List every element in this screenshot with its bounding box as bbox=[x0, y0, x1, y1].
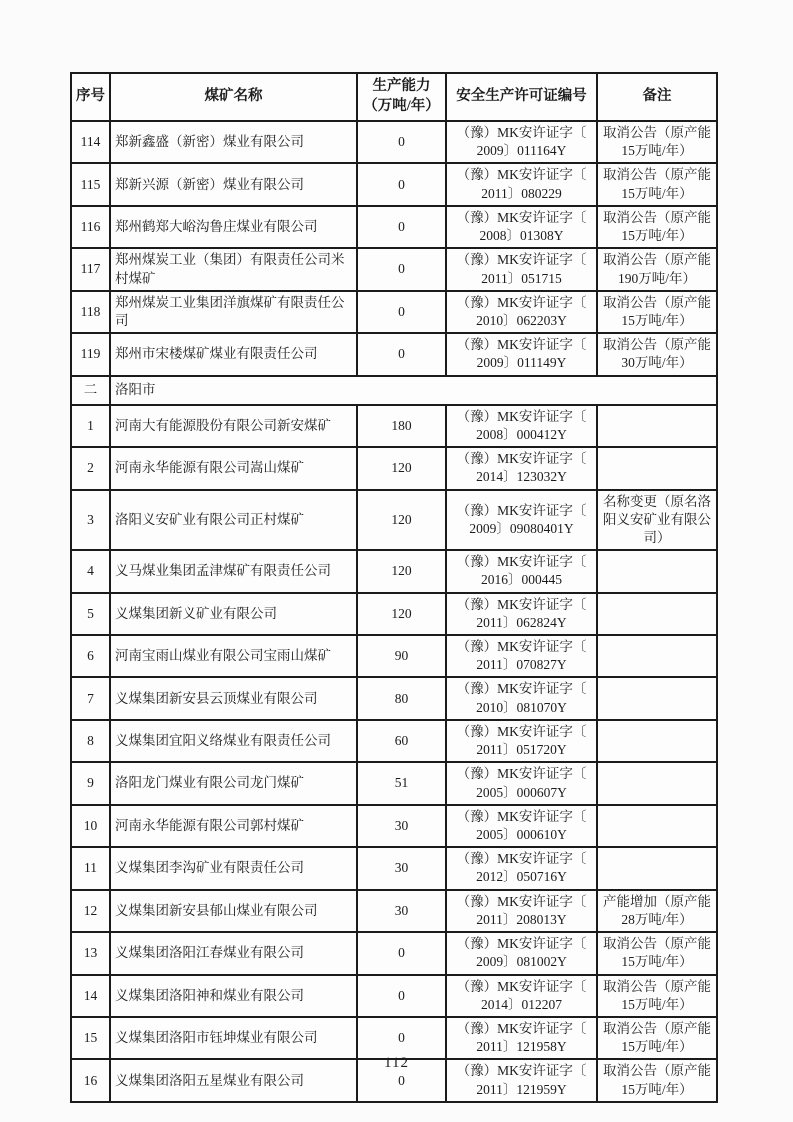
remark-text: 名称变更（原名洛阳义安矿业有限公司） bbox=[597, 490, 717, 551]
mine-name: 郑州煤炭工业（集团）有限责任公司米村煤矿 bbox=[110, 248, 357, 290]
capacity-value: 90 bbox=[357, 635, 446, 677]
license-number bbox=[446, 932, 597, 974]
row-index: 8 bbox=[71, 720, 110, 762]
license-line: （豫）MK安许证字〔 bbox=[456, 209, 587, 225]
remark-text: 取消公告（原产能15万吨/年） bbox=[597, 163, 717, 205]
remark-text bbox=[597, 550, 717, 592]
license-line: （豫）MK安许证字〔 bbox=[456, 294, 587, 310]
remark-text bbox=[597, 762, 717, 804]
mine-name: 郑州煤炭工业集团洋旗煤矿有限责任公司 bbox=[110, 291, 357, 333]
mine-table-row bbox=[71, 163, 717, 205]
capacity-value: 30 bbox=[357, 890, 446, 932]
license-number bbox=[446, 291, 597, 333]
capacity-value: 120 bbox=[357, 447, 446, 489]
mine-name: 义煤集团新安县云顶煤业有限公司 bbox=[110, 677, 357, 719]
license-number bbox=[446, 677, 597, 719]
license-line: 2005〕000610Y bbox=[476, 827, 567, 842]
capacity-value: 80 bbox=[357, 677, 446, 719]
mine-table-row bbox=[71, 720, 717, 762]
remark-text bbox=[597, 405, 717, 447]
row-index: 10 bbox=[71, 805, 110, 847]
mine-table-row bbox=[71, 206, 717, 248]
mine-name: 义马煤业集团孟津煤矿有限责任公司 bbox=[110, 550, 357, 592]
license-line: 2010〕081070Y bbox=[476, 699, 567, 715]
license-line: （豫）MK安许证字〔 bbox=[456, 681, 587, 697]
remark-text: 取消公告（原产能15万吨/年） bbox=[597, 932, 717, 974]
mine-table-row bbox=[71, 333, 717, 375]
license-line: 2014〕012207 bbox=[481, 996, 562, 1012]
license-line: 2011〕080229 bbox=[481, 185, 562, 201]
mine-name: 义煤集团宜阳义络煤业有限责任公司 bbox=[110, 720, 357, 762]
remark-text bbox=[597, 805, 717, 847]
mine-table-row bbox=[71, 405, 717, 447]
license-line: 2011〕062824Y bbox=[476, 614, 567, 630]
capacity-value: 180 bbox=[357, 405, 446, 447]
license-number bbox=[446, 847, 597, 889]
mine-table-row bbox=[71, 550, 717, 592]
license-number bbox=[446, 762, 597, 804]
header-capacity-line2: （万吨/年） bbox=[363, 98, 440, 114]
license-number bbox=[446, 248, 597, 290]
mine-table-row bbox=[71, 121, 717, 163]
license-line: （豫）MK安许证字〔 bbox=[456, 808, 587, 824]
capacity-value: 0 bbox=[357, 333, 446, 375]
row-index: 13 bbox=[71, 932, 110, 974]
remark-text bbox=[597, 447, 717, 489]
capacity-value: 0 bbox=[357, 1059, 446, 1101]
mine-name: 郑新兴源（新密）煤业有限公司 bbox=[110, 163, 357, 205]
mine-name: 义煤集团洛阳市钰坤煤业有限公司 bbox=[110, 1017, 357, 1059]
row-index: 15 bbox=[71, 1017, 110, 1059]
capacity-value: 30 bbox=[357, 847, 446, 889]
license-line: 2009〕011149Y bbox=[476, 355, 567, 371]
mine-name: 义煤集团洛阳江春煤业有限公司 bbox=[110, 932, 357, 974]
license-line: （豫）MK安许证字〔 bbox=[456, 1063, 587, 1079]
mine-name: 义煤集团新安县郁山煤业有限公司 bbox=[110, 890, 357, 932]
license-line: （豫）MK安许证字〔 bbox=[456, 451, 587, 467]
capacity-value: 0 bbox=[357, 121, 446, 163]
license-number bbox=[446, 206, 597, 248]
row-index: 114 bbox=[71, 121, 110, 163]
mine-name: 义煤集团洛阳五星煤业有限公司 bbox=[110, 1059, 357, 1101]
license-line: （豫）MK安许证字〔 bbox=[456, 936, 587, 952]
row-index: 1 bbox=[71, 405, 110, 447]
mine-name: 郑新鑫盛（新密）煤业有限公司 bbox=[110, 121, 357, 163]
capacity-value: 51 bbox=[357, 762, 446, 804]
license-line: （豫）MK安许证字〔 bbox=[456, 596, 587, 612]
page-number: 112 bbox=[384, 1055, 409, 1071]
license-line: 2011〕121959Y bbox=[476, 1081, 567, 1097]
coal-mine-table bbox=[70, 72, 718, 1103]
row-index: 116 bbox=[71, 206, 110, 248]
license-number bbox=[446, 163, 597, 205]
remark-text bbox=[597, 720, 717, 762]
license-line: 2011〕051715 bbox=[481, 270, 562, 286]
section-index: 二 bbox=[71, 376, 110, 405]
header-capacity bbox=[357, 73, 446, 121]
row-index: 4 bbox=[71, 550, 110, 592]
license-line: 2011〕121958Y bbox=[476, 1039, 567, 1055]
mine-table-row bbox=[71, 890, 717, 932]
mine-table-row bbox=[71, 248, 717, 290]
mine-table-row bbox=[71, 1017, 717, 1059]
remark-text: 产能增加（原产能28万吨/年） bbox=[597, 890, 717, 932]
header-capacity-line1: 生产能力 bbox=[372, 78, 431, 95]
row-index: 2 bbox=[71, 447, 110, 489]
license-number bbox=[446, 490, 597, 551]
license-number bbox=[446, 447, 597, 489]
license-line: （豫）MK安许证字〔 bbox=[456, 723, 587, 739]
license-line: （豫）MK安许证字〔 bbox=[456, 125, 587, 140]
remark-text: 取消公告（原产能15万吨/年） bbox=[597, 206, 717, 248]
row-index: 7 bbox=[71, 677, 110, 719]
license-number bbox=[446, 593, 597, 635]
license-line: 2008〕01308Y bbox=[479, 228, 564, 244]
remark-text: 取消公告（原产能15万吨/年） bbox=[597, 1017, 717, 1059]
mine-table-body bbox=[71, 121, 717, 1102]
remark-text: 取消公告（原产能30万吨/年） bbox=[597, 333, 717, 375]
license-line: （豫）MK安许证字〔 bbox=[456, 893, 587, 909]
license-line: 2009〕09080401Y bbox=[469, 520, 574, 536]
license-number bbox=[446, 975, 597, 1017]
row-index: 118 bbox=[71, 291, 110, 333]
license-line: 2005〕000607Y bbox=[476, 784, 567, 800]
license-line: （豫）MK安许证字〔 bbox=[456, 252, 587, 268]
mine-table-row bbox=[71, 677, 717, 719]
mine-name: 洛阳龙门煤业有限公司龙门煤矿 bbox=[110, 762, 357, 804]
mine-name: 河南大有能源股份有限公司新安煤矿 bbox=[110, 405, 357, 447]
remark-text: 取消公告（原产能15万吨/年） bbox=[597, 1059, 717, 1101]
header-license: 安全生产许可证编号 bbox=[446, 73, 597, 121]
license-line: （豫）MK安许证字〔 bbox=[456, 502, 587, 518]
license-line: 2011〕070827Y bbox=[476, 657, 567, 673]
mine-name: 义煤集团李沟矿业有限责任公司 bbox=[110, 847, 357, 889]
header-index: 序号 bbox=[71, 73, 110, 121]
row-index: 11 bbox=[71, 847, 110, 889]
license-line: 2014〕123032Y bbox=[476, 469, 567, 485]
row-index: 12 bbox=[71, 890, 110, 932]
license-line: （豫）MK安许证字〔 bbox=[456, 766, 587, 782]
capacity-value: 0 bbox=[357, 291, 446, 333]
license-number bbox=[446, 121, 597, 163]
row-index: 6 bbox=[71, 635, 110, 677]
mine-table-row bbox=[71, 805, 717, 847]
mine-name: 洛阳义安矿业有限公司正村煤矿 bbox=[110, 490, 357, 551]
license-line: （豫）MK安许证字〔 bbox=[456, 337, 587, 353]
row-index: 14 bbox=[71, 975, 110, 1017]
row-index: 5 bbox=[71, 593, 110, 635]
mine-table-row bbox=[71, 593, 717, 635]
mine-table-row bbox=[71, 635, 717, 677]
license-line: 2016〕000445 bbox=[481, 572, 562, 588]
license-number bbox=[446, 890, 597, 932]
row-index: 3 bbox=[71, 490, 110, 551]
row-index: 16 bbox=[71, 1059, 110, 1101]
capacity-value: 0 bbox=[357, 1017, 446, 1059]
capacity-value: 0 bbox=[357, 248, 446, 290]
table-header-row bbox=[71, 73, 717, 121]
city-section-row bbox=[71, 376, 717, 405]
license-number bbox=[446, 805, 597, 847]
remark-text bbox=[597, 677, 717, 719]
license-number bbox=[446, 333, 597, 375]
mine-name: 义煤集团新义矿业有限公司 bbox=[110, 593, 357, 635]
remark-text: 取消公告（原产能190万吨/年） bbox=[597, 248, 717, 290]
section-city-name: 洛阳市 bbox=[110, 376, 717, 405]
mine-name: 河南永华能源有限公司嵩山煤矿 bbox=[110, 447, 357, 489]
mine-name: 义煤集团洛阳神和煤业有限公司 bbox=[110, 975, 357, 1017]
header-mine-name: 煤矿名称 bbox=[110, 73, 357, 121]
license-line: （豫）MK安许证字〔 bbox=[456, 408, 587, 424]
license-line: （豫）MK安许证字〔 bbox=[456, 978, 587, 994]
license-line: （豫）MK安许证字〔 bbox=[456, 167, 587, 183]
row-index: 117 bbox=[71, 248, 110, 290]
capacity-value: 60 bbox=[357, 720, 446, 762]
license-line: 2011〕208013Y bbox=[476, 911, 567, 927]
row-index: 9 bbox=[71, 762, 110, 804]
mine-table-row bbox=[71, 847, 717, 889]
license-line: 2009〕011164Y bbox=[476, 143, 567, 159]
license-line: 2009〕081002Y bbox=[476, 954, 567, 970]
capacity-value: 120 bbox=[357, 593, 446, 635]
header-remark: 备注 bbox=[597, 73, 717, 121]
capacity-value: 0 bbox=[357, 163, 446, 205]
license-line: （豫）MK安许证字〔 bbox=[456, 1020, 587, 1036]
remark-text bbox=[597, 635, 717, 677]
mine-name: 郑州市宋楼煤矿煤业有限责任公司 bbox=[110, 333, 357, 375]
license-line: 2008〕000412Y bbox=[476, 426, 567, 442]
license-line: 2010〕062203Y bbox=[476, 312, 567, 328]
license-number bbox=[446, 405, 597, 447]
capacity-value: 120 bbox=[357, 550, 446, 592]
remark-text: 取消公告（原产能15万吨/年） bbox=[597, 291, 717, 333]
mine-table-row bbox=[71, 975, 717, 1017]
license-line: 2012〕050716Y bbox=[476, 869, 567, 885]
license-number bbox=[446, 550, 597, 592]
capacity-value: 30 bbox=[357, 805, 446, 847]
mine-table-row bbox=[71, 762, 717, 804]
remark-text bbox=[597, 593, 717, 635]
license-line: （豫）MK安许证字〔 bbox=[456, 851, 587, 867]
license-line: （豫）MK安许证字〔 bbox=[456, 639, 587, 655]
mine-table-row bbox=[71, 291, 717, 333]
capacity-value: 0 bbox=[357, 932, 446, 974]
license-number bbox=[446, 1017, 597, 1059]
remark-text bbox=[597, 847, 717, 889]
license-line: （豫）MK安许证字〔 bbox=[456, 554, 587, 570]
mine-table-row bbox=[71, 447, 717, 489]
mine-name: 郑州鹤郑大峪沟鲁庄煤业有限公司 bbox=[110, 206, 357, 248]
mine-name: 河南永华能源有限公司郭村煤矿 bbox=[110, 805, 357, 847]
license-line: 2011〕051720Y bbox=[476, 742, 567, 758]
remark-text: 取消公告（原产能15万吨/年） bbox=[597, 975, 717, 1017]
mine-table-row bbox=[71, 490, 717, 551]
capacity-value: 0 bbox=[357, 975, 446, 1017]
row-index: 115 bbox=[71, 163, 110, 205]
mine-name: 河南宝雨山煤业有限公司宝雨山煤矿 bbox=[110, 635, 357, 677]
capacity-value: 120 bbox=[357, 490, 446, 551]
row-index: 119 bbox=[71, 333, 110, 375]
license-number bbox=[446, 720, 597, 762]
remark-text: 取消公告（原产能15万吨/年） bbox=[597, 121, 717, 163]
mine-table-row bbox=[71, 932, 717, 974]
capacity-value: 0 bbox=[357, 206, 446, 248]
license-number bbox=[446, 635, 597, 677]
